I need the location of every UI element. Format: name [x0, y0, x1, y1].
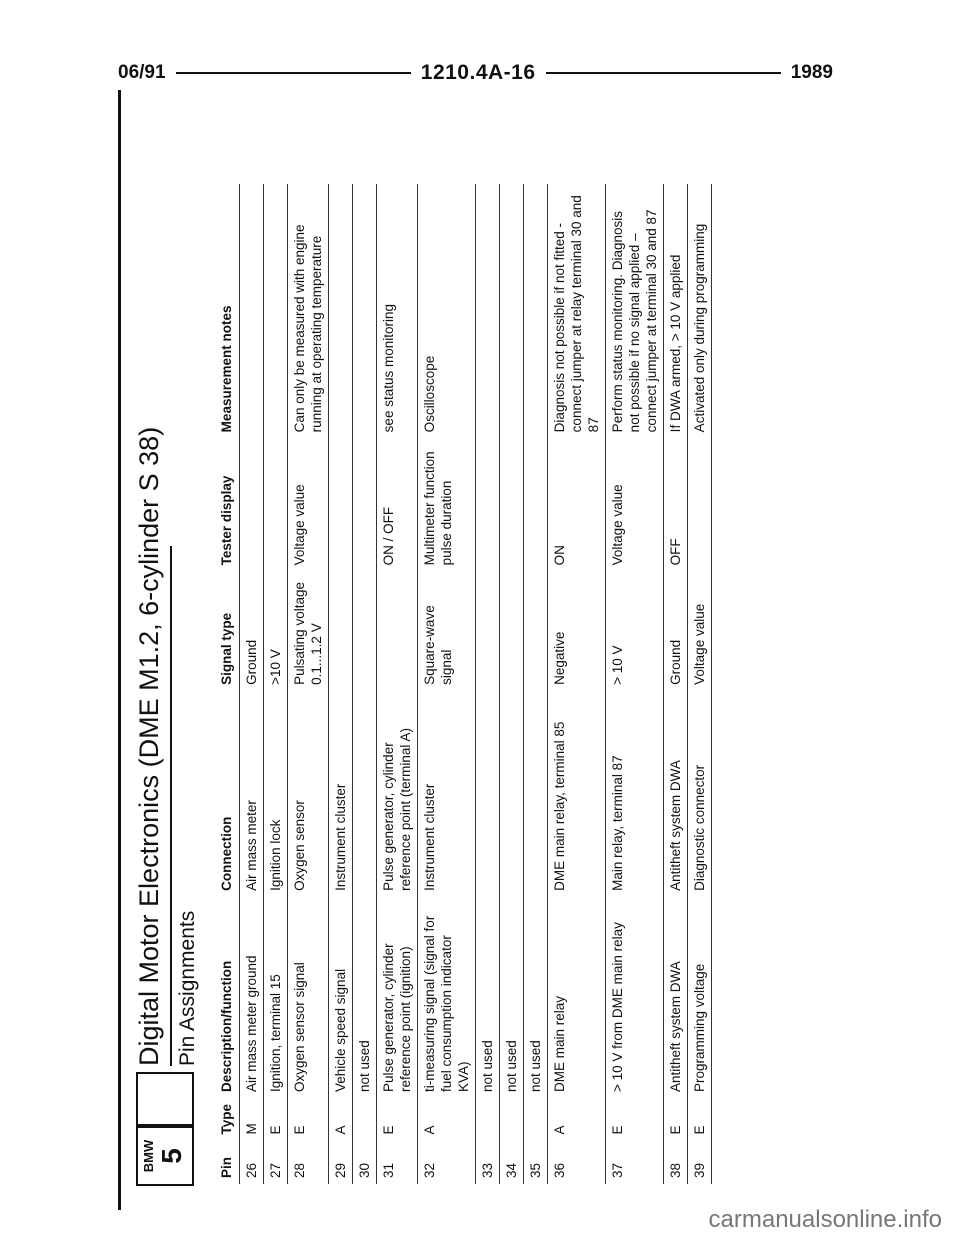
- cell-type: E: [377, 1098, 418, 1141]
- cell-notes: see status monitoring: [377, 184, 418, 438]
- cell-tester: Multimeter function pulse duration: [418, 438, 476, 571]
- cell-desc: Vehicle speed signal: [329, 897, 353, 1098]
- header-doc-code: 1210.4A-16: [420, 61, 536, 84]
- cell-conn: Ignition lock: [264, 691, 288, 897]
- page-header: [118, 58, 833, 88]
- table-row: [548, 184, 606, 1184]
- cell-conn: [524, 691, 548, 897]
- table-row: [476, 184, 500, 1184]
- cell-tester: OFF: [664, 438, 688, 571]
- table-row: [329, 184, 353, 1184]
- cell-pin: 36: [548, 1141, 606, 1184]
- cell-pin: 27: [264, 1141, 288, 1184]
- table-row: [240, 184, 264, 1184]
- table-row: [377, 184, 418, 1184]
- cell-conn: Oxygen sensor: [288, 691, 329, 897]
- cell-desc: DME main relay: [548, 897, 606, 1098]
- cell-type: E: [664, 1098, 688, 1141]
- table-row: [500, 184, 524, 1184]
- header-date: 06/91: [118, 62, 166, 83]
- cell-type: A: [548, 1098, 606, 1141]
- cell-tester: [329, 438, 353, 571]
- bmw-series-logo: [136, 1126, 194, 1186]
- cell-type: M: [240, 1098, 264, 1141]
- table-row: [353, 184, 377, 1184]
- table-row: [524, 184, 548, 1184]
- cell-tester: [240, 438, 264, 571]
- cell-signal: Pulsating voltage 0.1...1.2 V: [288, 571, 329, 690]
- cell-notes: [353, 184, 377, 438]
- cell-notes: [264, 184, 288, 438]
- cell-conn: Antitheft system DWA: [664, 691, 688, 897]
- cell-notes: [524, 184, 548, 438]
- cell-pin: 31: [377, 1141, 418, 1184]
- cell-signal: > 10 V: [606, 571, 664, 690]
- cell-tester: Voltage value: [288, 438, 329, 571]
- cell-pin: 34: [500, 1141, 524, 1184]
- cell-tester: [476, 438, 500, 571]
- header-rule-left: [176, 72, 411, 74]
- cell-notes: Perform status monitoring. Diagnosis not possible if no signal applied – connect jumper at terminal 30 and 87: [606, 184, 664, 438]
- cell-tester: [500, 438, 524, 571]
- cell-tester: ON: [548, 438, 606, 571]
- cell-notes: [500, 184, 524, 438]
- cell-signal: [500, 571, 524, 690]
- cell-pin: 38: [664, 1141, 688, 1184]
- cell-signal: [476, 571, 500, 690]
- cell-notes: Can only be measured with engine running at operating temperature: [288, 184, 329, 438]
- cell-signal: Ground: [240, 571, 264, 690]
- table-row: [288, 184, 329, 1184]
- cell-signal: [377, 571, 418, 690]
- cell-signal: Negative: [548, 571, 606, 690]
- cell-pin: 30: [353, 1141, 377, 1184]
- title-underline: [170, 546, 172, 1066]
- cell-conn: Instrument cluster: [329, 691, 353, 897]
- cell-notes: Oscilloscope: [418, 184, 476, 438]
- cell-type: E: [264, 1098, 288, 1141]
- blank-box: [136, 1072, 194, 1126]
- cell-conn: [500, 691, 524, 897]
- cell-type: [500, 1098, 524, 1141]
- table-row: [264, 184, 288, 1184]
- cell-signal: Ground: [664, 571, 688, 690]
- cell-desc: Oxygen sensor signal: [288, 897, 329, 1098]
- cell-signal: Voltage value: [688, 571, 712, 690]
- cell-conn: Air mass meter: [240, 691, 264, 897]
- rotated-page-content: [128, 135, 793, 1190]
- col-type: Type: [219, 1104, 234, 1135]
- cell-desc: not used: [353, 897, 377, 1098]
- cell-signal: [329, 571, 353, 690]
- logo-brand: BMW: [141, 1139, 156, 1173]
- cell-tester: [264, 438, 288, 571]
- pin-assignment-table: [214, 184, 712, 1184]
- cell-desc: not used: [524, 897, 548, 1098]
- header-year: 1989: [790, 62, 834, 83]
- cell-tester: [353, 438, 377, 571]
- cell-pin: 28: [288, 1141, 329, 1184]
- cell-desc: not used: [500, 897, 524, 1098]
- cell-notes: [329, 184, 353, 438]
- cell-tester: [688, 438, 712, 571]
- cell-notes: Diagnosis not possible if not fitted - connect jumper at relay terminal 30 and 87: [548, 184, 606, 438]
- cell-desc: not used: [476, 897, 500, 1098]
- cell-signal: Square-wave signal: [418, 571, 476, 690]
- cell-pin: 32: [418, 1141, 476, 1184]
- cell-notes: If DWA armed, > 10 V applied: [664, 184, 688, 438]
- cell-desc: Pulse generator, cylinder reference point (ignition): [377, 897, 418, 1098]
- watermark: carmanualsonline.info: [708, 1206, 942, 1233]
- cell-conn: Instrument cluster: [418, 691, 476, 897]
- table-row: [688, 184, 712, 1184]
- cell-type: A: [418, 1098, 476, 1141]
- cell-type: E: [288, 1098, 329, 1141]
- col-description: Description/function: [219, 960, 234, 1093]
- cell-conn: Pulse generator, cylinder reference point (terminal A): [377, 691, 418, 897]
- cell-conn: DME main relay, terminal 85: [548, 691, 606, 897]
- cell-pin: 33: [476, 1141, 500, 1184]
- cell-type: [353, 1098, 377, 1141]
- cell-type: E: [606, 1098, 664, 1141]
- cell-conn: Main relay, terminal 87: [606, 691, 664, 897]
- cell-notes: Activated only during programming: [688, 184, 712, 438]
- cell-type: [524, 1098, 548, 1141]
- cell-desc: > 10 V from DME main relay: [606, 897, 664, 1098]
- cell-desc: Ignition, terminal 15: [264, 897, 288, 1098]
- cell-conn: Diagnostic connector: [688, 691, 712, 897]
- page-title: Digital Motor Electronics (DME M1.2, 6-cylinder S 38): [134, 426, 164, 1066]
- page-subtitle: Pin Assignments: [176, 910, 199, 1066]
- col-connection: Connection: [219, 816, 234, 891]
- cell-pin: 26: [240, 1141, 264, 1184]
- col-tester-display: Tester display: [219, 475, 234, 566]
- cell-tester: ON / OFF: [377, 438, 418, 571]
- cell-conn: [353, 691, 377, 897]
- cell-desc: Antitheft system DWA: [664, 897, 688, 1098]
- cell-type: E: [688, 1098, 712, 1141]
- cell-signal: >10 V: [264, 571, 288, 690]
- cell-tester: [524, 438, 548, 571]
- table-row: [606, 184, 664, 1184]
- cell-signal: [353, 571, 377, 690]
- col-pin: Pin: [219, 1156, 234, 1178]
- cell-signal: [524, 571, 548, 690]
- cell-notes: [240, 184, 264, 438]
- cell-pin: 37: [606, 1141, 664, 1184]
- cell-tester: Voltage value: [606, 438, 664, 571]
- cell-notes: [476, 184, 500, 438]
- cell-type: A: [329, 1098, 353, 1141]
- table-row: [664, 184, 688, 1184]
- cell-conn: [476, 691, 500, 897]
- cell-desc: Programming voltage: [688, 897, 712, 1098]
- cell-desc: ti-measuring signal (signal for fuel consumption indicator KVA): [418, 897, 476, 1098]
- cell-type: [476, 1098, 500, 1141]
- col-measurement-notes: Measurement notes: [219, 305, 234, 433]
- cell-pin: 29: [329, 1141, 353, 1184]
- col-signal-type: Signal type: [219, 612, 234, 685]
- header-rule-right: [546, 72, 781, 74]
- title-bar: [128, 135, 204, 1190]
- table-row: [418, 184, 476, 1184]
- logo-series: 5: [156, 1148, 187, 1164]
- cell-pin: 35: [524, 1141, 548, 1184]
- cell-desc: Air mass meter ground: [240, 897, 264, 1098]
- table-header-row: [214, 184, 240, 1184]
- cell-pin: 39: [688, 1141, 712, 1184]
- page-margin-rule: [118, 90, 121, 1210]
